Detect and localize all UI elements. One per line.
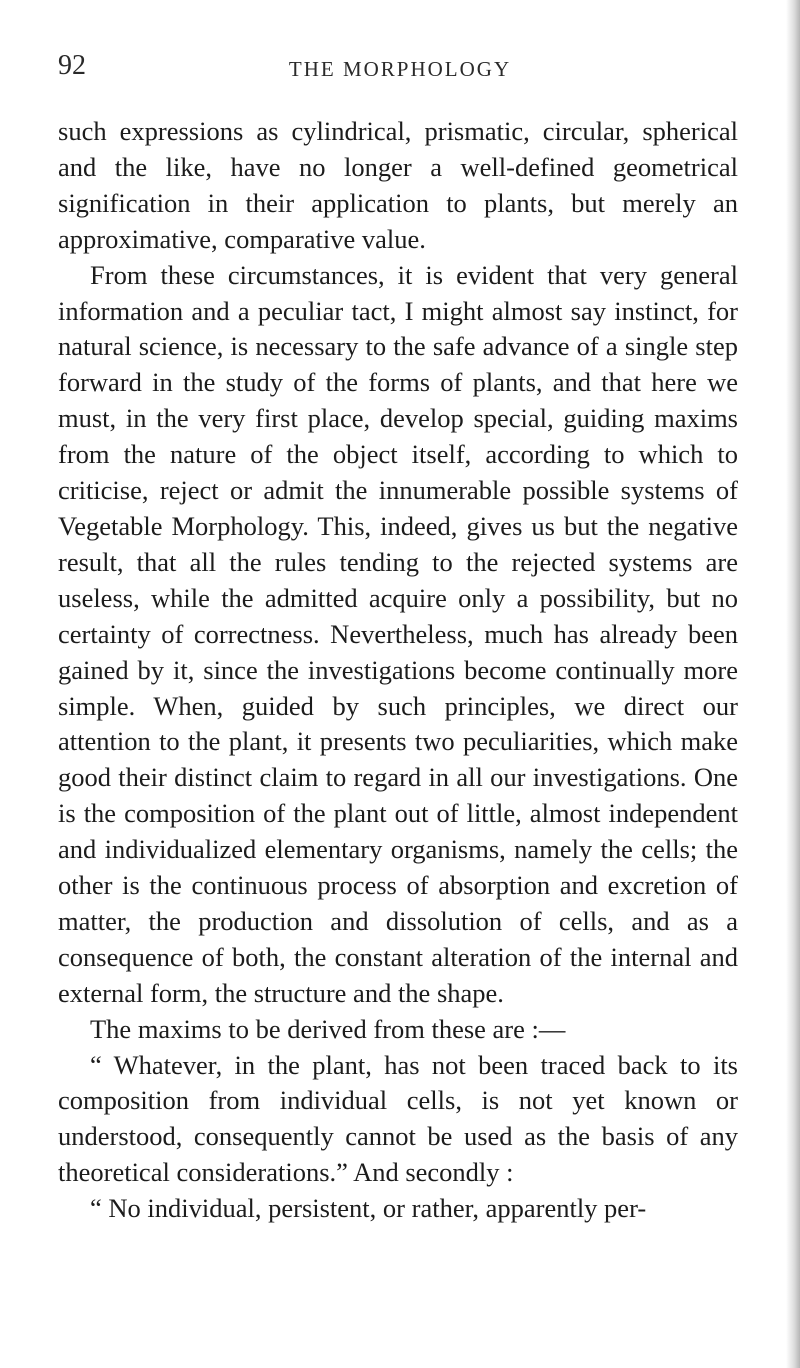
page-number: 92 (58, 50, 86, 81)
paragraph-continuation: such expressions as cylindrical, prismatic, circular, spherical and the like, have no longer a well-defined geometrical signification in their application to plants, but merely an approximative, comparative value. (58, 116, 738, 254)
quoted-maxim: “ No individual, persistent, or rather, apparently per- (90, 1193, 647, 1224)
running-title: THE MORPHOLOGY (288, 57, 512, 81)
paragraph: From these circumstances, it is evident that very general information and a peculiar tact, I might almost say instinct, for natural science, is necessary to the safe advance of a single step forward in the study of the forms of plants, and that here we must, in the very first place, develop special, guiding maxims from the nature of the object itself, according to which to criticise, reject or admit the innumerable possible systems of Vegetable Morphology. This, indeed, gives us but the negative result, that all the rules tending to the rejected systems are useless, while the admitted acquire only a possibility, but no certainty of correctness. Nevertheless, much has already been gained by it, since the investigations become continually more simple. When, guided by such principles, we direct our attention to the plant, it presents two peculiarities, which make good their distinct claim to regard in all our investigations. One is the composition of the plant out of little, almost independent and individualized elementary organisms, namely the cells; the other is the continuous process of absorption and excretion of matter, the production and dissolution of cells, and as a consequence of both, the constant alteration of the internal and external form, the structure and the shape. (58, 259, 738, 1008)
quoted-maxim: “ Whatever, in the plant, has not been traced back to its composition from individual cells, is not yet known or understood, consequently cannot be used as the basis of any theoretical considerations.” And secondly : (58, 1049, 738, 1188)
paragraph: The maxims to be derived from these are :— (90, 1013, 566, 1044)
body-text (58, 114, 738, 1227)
page-edge-shadow (786, 0, 800, 1368)
